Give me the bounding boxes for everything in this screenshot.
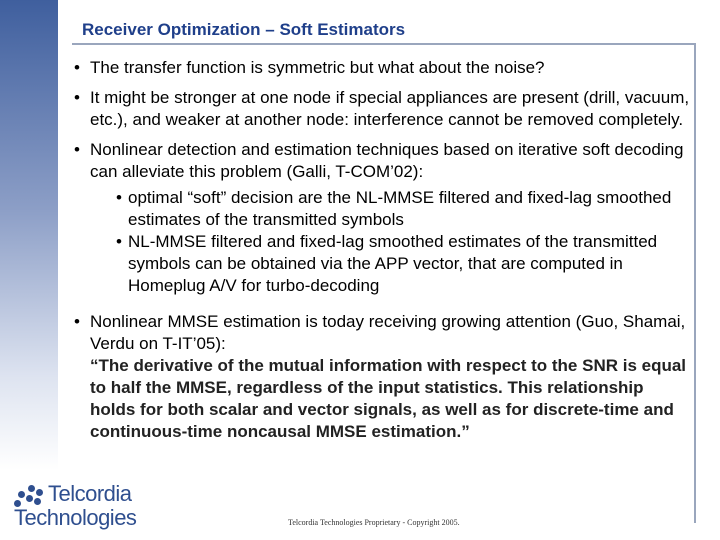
footer-copyright: Telcordia Technologies Proprietary - Copyright 2005. xyxy=(288,518,460,527)
bullet-text: Nonlinear MMSE estimation is today receiving growing attention (Guo, Shamai, Verdu on T-IT’05): xyxy=(90,312,686,353)
sub-bullet-item xyxy=(72,231,690,297)
bullet-item xyxy=(72,139,690,183)
sub-bullet-text: optimal “soft” decision are the NL-MMSE filtered and fixed-lag smoothed estimates of the transmitted symbols xyxy=(128,188,672,229)
bullet-text: The transfer function is symmetric but what about the noise? xyxy=(90,58,545,77)
bullet-text: It might be stronger at one node if special appliances are present (drill, vacuum, etc.), and weaker at another node: interference cannot be removed completely. xyxy=(90,88,690,129)
sub-bullet-list xyxy=(72,187,690,297)
logo-text-line1: Telcordia xyxy=(48,481,132,506)
bullet-text: Nonlinear detection and estimation techniques based on iterative soft decoding can alleviate this problem (Galli, T-COM’02): xyxy=(90,140,684,181)
slide-content xyxy=(72,57,690,451)
title-divider xyxy=(72,43,696,45)
left-gradient-bar xyxy=(0,0,58,470)
slide-title: Receiver Optimization – Soft Estimators xyxy=(82,20,406,39)
bullet-dot-icon: • xyxy=(116,188,122,207)
bullet-dot-icon: • xyxy=(74,140,80,159)
telcordia-logo xyxy=(14,483,164,531)
bullet-dot-icon: • xyxy=(74,88,80,107)
sub-bullet-item xyxy=(72,187,690,231)
bullet-dot-icon: • xyxy=(116,232,122,251)
bullet-item xyxy=(72,87,690,131)
right-border-line xyxy=(694,43,696,523)
bullet-item xyxy=(72,311,690,443)
bullet-dot-icon: • xyxy=(74,58,80,77)
quote-text: “The derivative of the mutual information with respect to the SNR is equal to half the MMSE, regardless of the input statistics. This relationship holds for both scalar and vector signals, as well as for discrete-time and continuous-time noncausal MMSE estimation.” xyxy=(90,356,687,441)
sub-bullet-text: NL-MMSE filtered and fixed-lag smoothed estimates of the transmitted symbols can be obtained via the APP vector, that are computed in Homeplug A/V for turbo-decoding xyxy=(128,232,658,295)
bullet-item xyxy=(72,57,690,79)
logo-text-line2: Technologies xyxy=(14,505,137,530)
bullet-dot-icon: • xyxy=(74,312,80,331)
